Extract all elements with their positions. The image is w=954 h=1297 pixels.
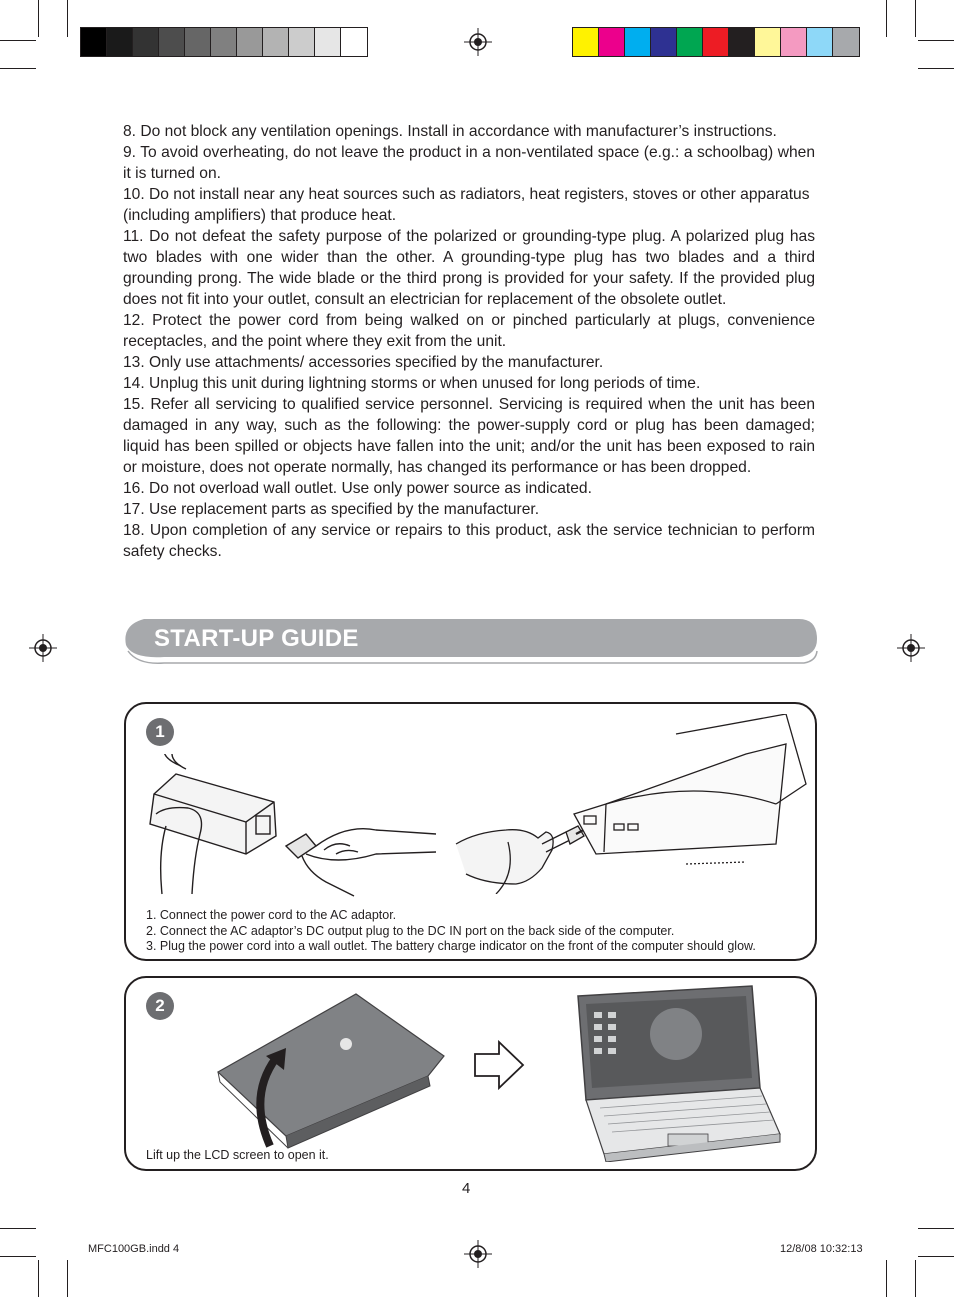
color-swatch bbox=[599, 28, 625, 56]
color-swatch bbox=[159, 28, 185, 56]
rule-item: 12. Protect the power cord from being walked on or pinched particularly at plugs, convenience receptacles, and the point where they exit from the unit. bbox=[123, 312, 815, 350]
registration-mark-icon bbox=[29, 634, 57, 662]
closed-laptop-illustration bbox=[206, 986, 446, 1156]
registration-mark-icon bbox=[464, 28, 492, 56]
slug-datetime: 12/8/08 10:32:13 bbox=[780, 1243, 863, 1255]
color-swatch bbox=[573, 28, 599, 56]
color-swatch bbox=[289, 28, 315, 56]
rule-item: 17. Use replacement parts as specified by the manufacturer. bbox=[123, 501, 540, 518]
step-2-panel bbox=[124, 976, 817, 1171]
color-swatch bbox=[263, 28, 289, 56]
open-laptop-illustration bbox=[556, 984, 786, 1162]
slug-filename: MFC100GB.indd 4 bbox=[88, 1243, 180, 1255]
color-swatch bbox=[833, 28, 859, 56]
arrow-right-icon bbox=[473, 1040, 525, 1090]
step-1-instructions bbox=[146, 908, 756, 955]
safety-instructions bbox=[123, 121, 815, 562]
rule-item: 11. Do not defeat the safety purpose of the polarized or grounding-type plug. A polarized plug has two blades with one wider than the other. A grounding-type plug has two blades and a third grounding prong. The wide blade or the third prong is provided for your safety. If the provided plug does not fit into your outlet, consult an electrician for replacement of the obsolete outlet. bbox=[123, 228, 815, 308]
instruction-line: 2. Connect the AC adaptor’s DC output plug to the DC IN port on the back side of the computer. bbox=[146, 923, 675, 938]
color-swatch bbox=[133, 28, 159, 56]
color-swatch bbox=[729, 28, 755, 56]
color-swatch bbox=[807, 28, 833, 56]
rule-item: 18. Upon completion of any service or repairs to this product, ask the service technician to perform safety checks. bbox=[123, 522, 815, 560]
grayscale-bar bbox=[80, 27, 368, 57]
color-swatch bbox=[211, 28, 237, 56]
rule-item: 13. Only use attachments/ accessories specified by the manufacturer. bbox=[123, 354, 604, 371]
step-number: 1 bbox=[146, 718, 174, 746]
instruction-line: 1. Connect the power cord to the AC adaptor. bbox=[146, 908, 397, 922]
page-number: 4 bbox=[462, 1180, 471, 1197]
color-swatch bbox=[703, 28, 729, 56]
registration-mark-icon bbox=[464, 1240, 492, 1268]
color-swatch bbox=[315, 28, 341, 56]
rule-item: 10. Do not install near any heat sources such as radiators, heat registers, stoves or other apparatus (including amplifiers) that produce heat. bbox=[123, 186, 810, 224]
color-swatch bbox=[107, 28, 133, 56]
color-swatch bbox=[651, 28, 677, 56]
color-swatch bbox=[755, 28, 781, 56]
section-title: START-UP GUIDE bbox=[154, 625, 359, 652]
color-bar bbox=[572, 27, 860, 57]
rule-item: 15. Refer all servicing to qualified service personnel. Servicing is required when the unit has been damaged in any way, such as the following: the power-supply cord or plug has been damaged; liquid has been spilled or objects have fallen into the unit; and/or the unit has been exposed to rain or moisture, does not operate normally, has changed its performance or has been dropped. bbox=[123, 396, 815, 476]
step-number: 2 bbox=[146, 992, 174, 1020]
step-1-panel bbox=[124, 702, 817, 961]
section-banner bbox=[124, 619, 818, 661]
rule-item: 8. Do not block any ventilation openings. Install in accordance with manufacturer’s instructions. bbox=[123, 123, 777, 140]
laptop-dc-in-illustration bbox=[446, 714, 811, 894]
color-swatch bbox=[677, 28, 703, 56]
color-swatch bbox=[81, 28, 107, 56]
registration-mark-icon bbox=[897, 634, 925, 662]
color-swatch bbox=[625, 28, 651, 56]
rule-item: 14. Unplug this unit during lightning storms or when unused for long periods of time. bbox=[123, 375, 701, 392]
color-swatch bbox=[781, 28, 807, 56]
rule-item: 16. Do not overload wall outlet. Use only power source as indicated. bbox=[123, 480, 592, 497]
instruction-line: 3. Plug the power cord into a wall outlet. The battery charge indicator on the front of the computer should glow. bbox=[146, 939, 756, 953]
step-2-instruction: Lift up the LCD screen to open it. bbox=[146, 1148, 329, 1162]
rule-item: 9. To avoid overheating, do not leave the product in a non-ventilated space (e.g.: a schoolbag) when it is turned on. bbox=[123, 144, 815, 182]
color-swatch bbox=[185, 28, 211, 56]
color-swatch bbox=[237, 28, 263, 56]
color-swatch bbox=[341, 28, 367, 56]
